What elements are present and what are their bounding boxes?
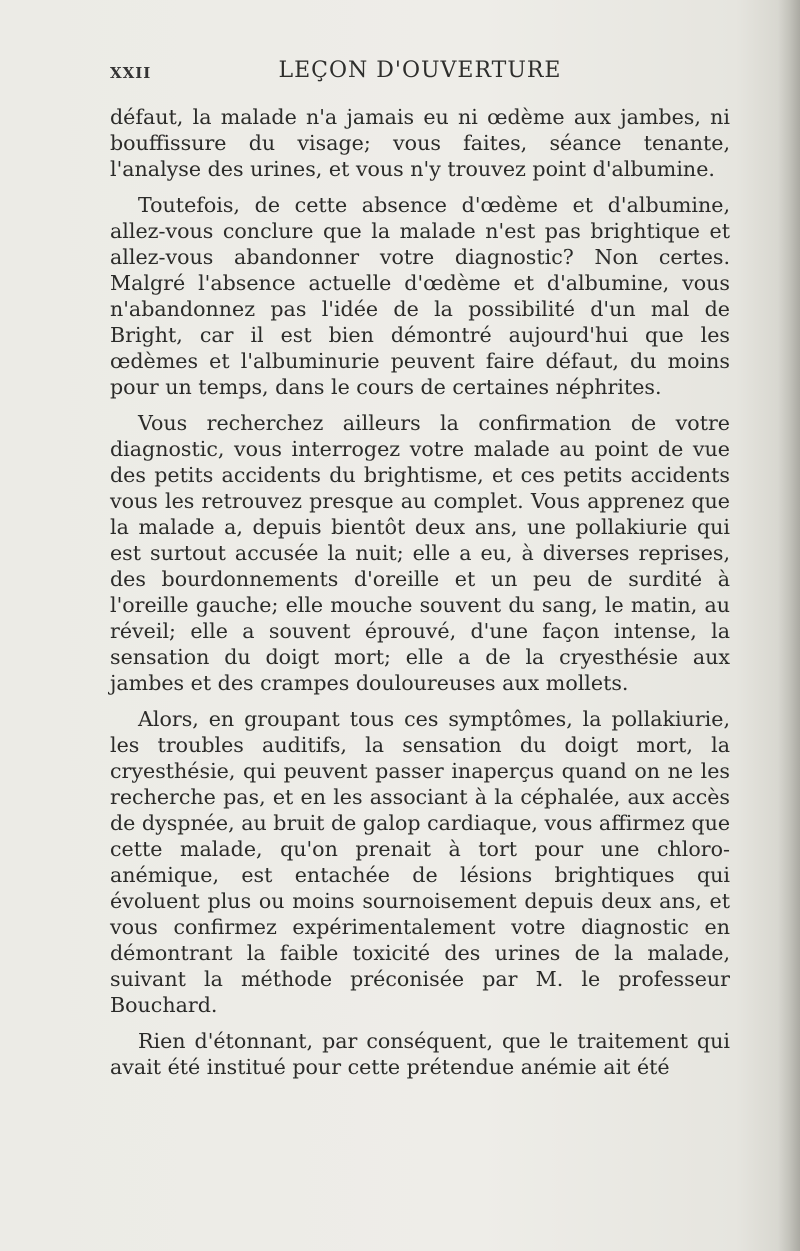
running-title: LEÇON D'OUVERTURE	[278, 58, 562, 83]
page-edge-shadow	[778, 0, 800, 1251]
paragraph-2: Toutefois, de cette absence d'œdème et d'albumine, allez-vous conclure que la malade n'est pas brightique et allez-vous abandonner votre diagnostic? Non certes. Malgré l'absence actuelle d'œdème et d'albumine, vous n'abandonnez pas l'idée de la possibilité d'un mal de Bright, car il est bien démontré aujourd'hui que les œdèmes et l'albuminurie peuvent faire défaut, du moins pour un temps, dans le cours de certaines néphrites.	[110, 193, 730, 399]
page-number: XXII	[110, 64, 152, 82]
body-text	[110, 104, 730, 1090]
paragraph-4: Alors, en groupant tous ces symptômes, la pollakiurie, les troubles auditifs, la sensation du doigt mort, la cryesthésie, qui peuvent passer inaperçus quand on ne les recherche pas, et en les associant à la céphalée, aux accès de dyspnée, au bruit de galop cardiaque, vous affirmez que cette malade, qu'on prenait à tort pour une chloro-anémique, est entachée de lésions brightiques qui évoluent plus ou moins sournoisement depuis deux ans, et vous confirmez expérimentalement votre diagnostic en démontrant la faible toxicité des urines de la malade, suivant la méthode préconisée par M. le professeur Bouchard.	[110, 707, 731, 1017]
paragraph-1: défaut, la malade n'a jamais eu ni œdème aux jambes, ni bouffissure du visage; vous faites, séance tenante, l'analyse des urines, et vous n'y trouvez point d'albumine.	[110, 105, 730, 181]
page-header	[110, 58, 730, 88]
paragraph-5: Rien d'étonnant, par conséquent, que le traitement qui avait été institué pour cette prétendue anémie ait été	[110, 1029, 730, 1079]
paragraph-3: Vous recherchez ailleurs la confirmation de votre diagnostic, vous interrogez votre malade au point de vue des petits accidents du brightisme, et ces petits accidents vous les retrouvez presque au complet. Vous apprenez que la malade a, depuis bientôt deux ans, une pollakiurie qui est surtout accusée la nuit; elle a eu, à diverses reprises, des bourdonnements d'oreille et un peu de surdité à l'oreille gauche; elle mouche souvent du sang, le matin, au réveil; elle a souvent éprouvé, d'une façon intense, la sensation du doigt mort; elle a de la cryesthésie aux jambes et des crampes douloureuses aux mollets.	[110, 411, 730, 695]
